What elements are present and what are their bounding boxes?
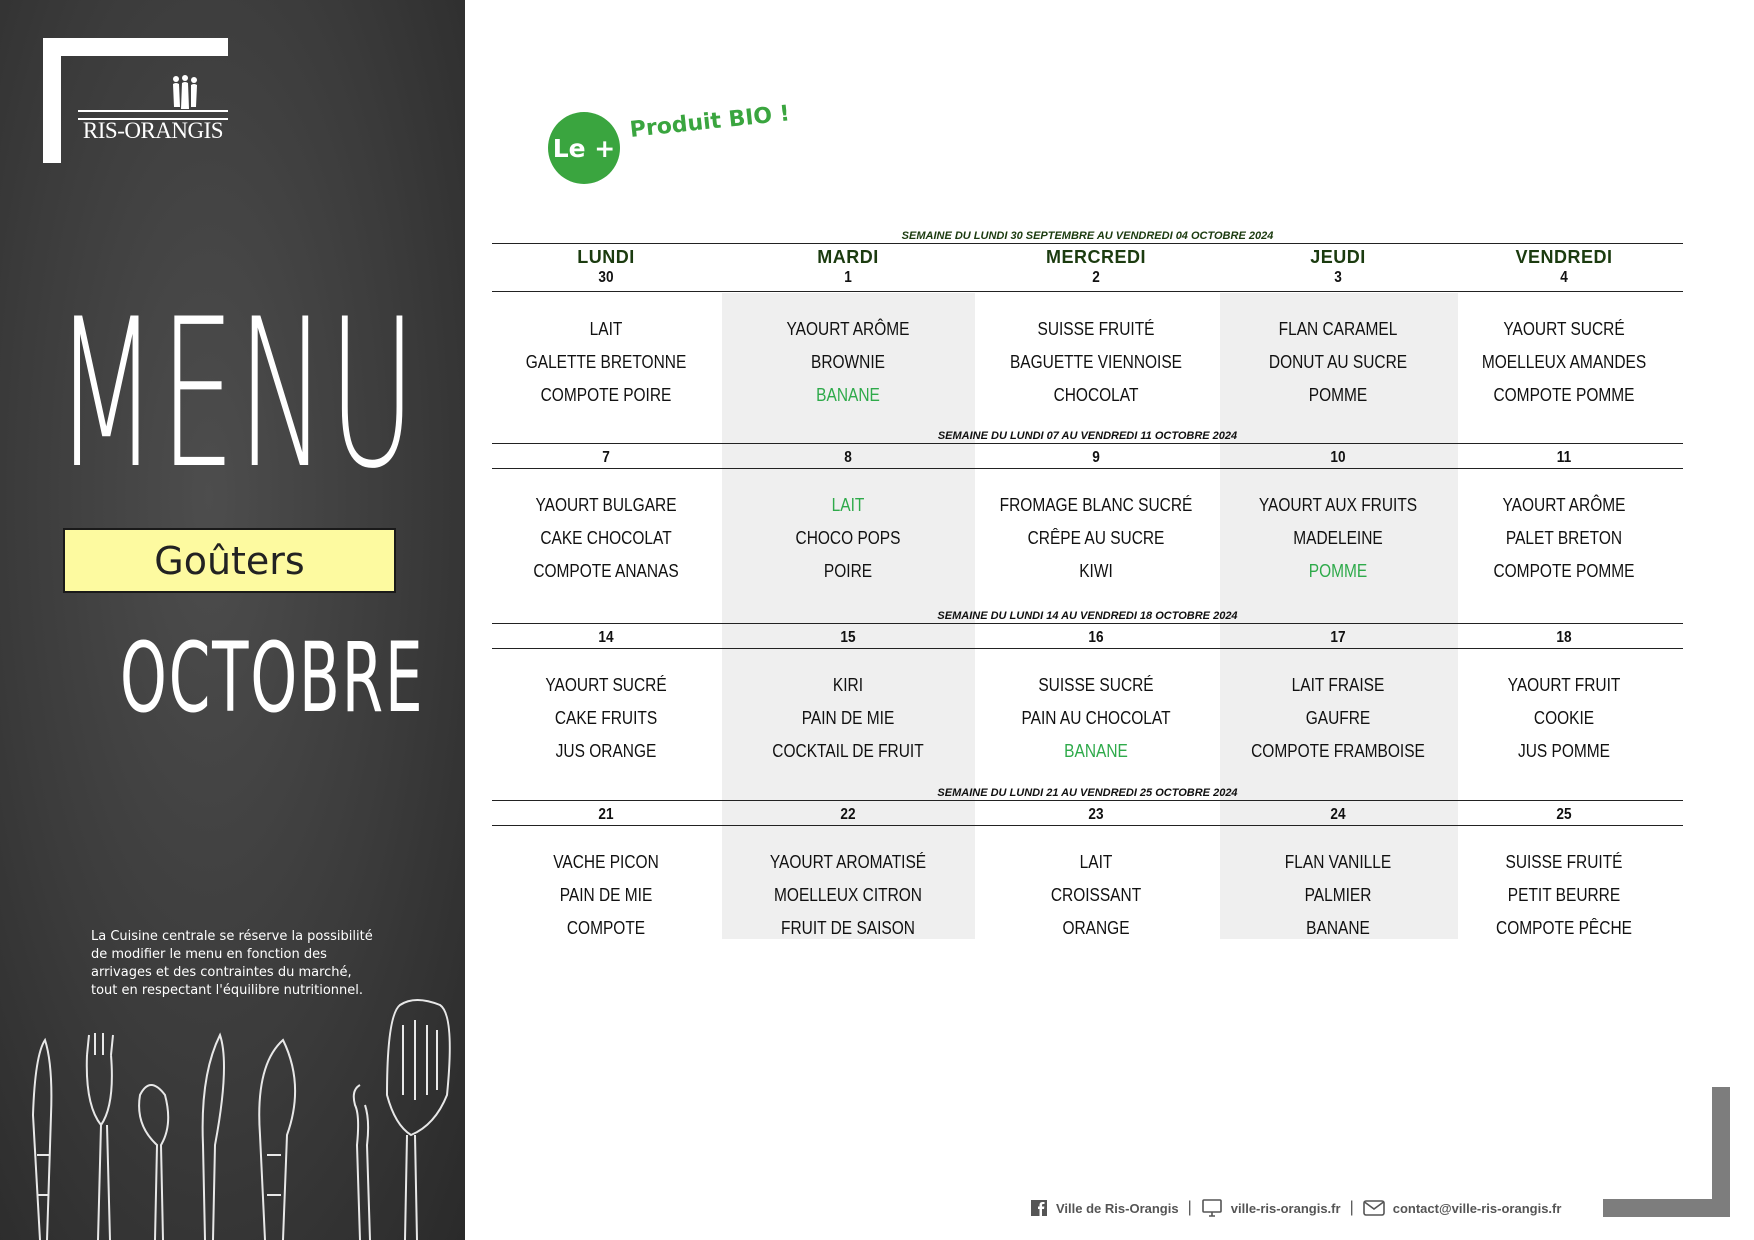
menu-item: POIRE [823, 561, 873, 581]
menu-item: FLAN CARAMEL [1278, 319, 1398, 339]
menu-item: COMPOTE FRAMBOISE [1251, 741, 1425, 761]
menu-item: COMPOTE PÊCHE [1496, 918, 1632, 938]
day-date: 25 [1556, 806, 1572, 823]
week-top-rule [492, 443, 1683, 444]
menu-item: BANANE [1306, 918, 1370, 938]
menu-item-bio: POMME [1308, 561, 1368, 581]
week-top-rule [492, 623, 1683, 624]
menu-title: MENU [55, 276, 418, 514]
week-label: SEMAINE DU LUNDI 07 AU VENDREDI 11 OCTOBRE 2024 [937, 430, 1238, 442]
menu-item: CROISSANT [1050, 885, 1142, 905]
menu-item-bio: LAIT [831, 495, 865, 515]
ris-orangis-logo-icon [165, 73, 205, 113]
footer [1030, 1197, 1561, 1219]
menu-item: CAKE CHOCOLAT [540, 528, 672, 548]
day-date: 16 [1088, 629, 1104, 646]
menu-item: YAOURT SUCRÉ [545, 675, 667, 695]
category-label: Goûters [63, 528, 396, 593]
bio-badge-label: Produit BIO ! [628, 101, 792, 143]
menu-item: PETIT BEURRE [1507, 885, 1621, 905]
menu-item: COMPOTE ANANAS [533, 561, 679, 581]
day-date: 22 [840, 806, 856, 823]
day-date: 1 [844, 269, 852, 286]
menu-item: COMPOTE POMME [1493, 561, 1635, 581]
menu-item: SUISSE FRUITÉ [1037, 319, 1155, 339]
menu-item: JUS POMME [1517, 741, 1611, 761]
menu-item: DONUT AU SUCRE [1268, 352, 1408, 372]
menu-item: BAGUETTE VIENNOISE [1009, 352, 1183, 372]
day-date: 23 [1088, 806, 1104, 823]
day-date: 18 [1556, 629, 1572, 646]
menu-item-bio: BANANE [816, 385, 880, 405]
menu-item-bio: BANANE [1064, 741, 1128, 761]
footer-separator: | [1349, 1199, 1354, 1216]
facebook-icon [1030, 1199, 1048, 1217]
sidebar [0, 0, 465, 1240]
menu-item: YAOURT FRUIT [1507, 675, 1621, 695]
menu-item: PAIN DE MIE [559, 885, 653, 905]
menu-item: LAIT FRAISE [1291, 675, 1385, 695]
menu-item: PALMIER [1304, 885, 1372, 905]
menu-item: LAIT [1079, 852, 1113, 872]
week-label: SEMAINE DU LUNDI 21 AU VENDREDI 25 OCTOBRE 2024 [937, 787, 1238, 799]
menu-item: YAOURT ARÔME [786, 319, 910, 339]
day-date: 15 [840, 629, 856, 646]
day-date: 8 [844, 449, 852, 466]
menu-item: SUISSE SUCRÉ [1038, 675, 1154, 695]
menu-item: LAIT [589, 319, 623, 339]
day-date: 4 [1560, 269, 1568, 286]
menu-item: PAIN AU CHOCOLAT [1021, 708, 1171, 728]
day-name: VENDREDI [1515, 247, 1613, 267]
day-date: 14 [598, 629, 614, 646]
menu-item: FLAN VANILLE [1284, 852, 1392, 872]
day-date: 30 [598, 269, 614, 286]
menu-item: KIWI [1079, 561, 1113, 581]
day-date: 9 [1092, 449, 1100, 466]
menu-item: ORANGE [1062, 918, 1130, 938]
day-date: 3 [1334, 269, 1342, 286]
menu-item: CHOCO POPS [795, 528, 901, 548]
day-name: LUNDI [577, 247, 635, 267]
menu-item: CAKE FRUITS [554, 708, 658, 728]
menu-item: FRUIT DE SAISON [781, 918, 915, 938]
facebook-link[interactable]: Ville de Ris-Orangis [1056, 1200, 1179, 1216]
bio-badge-circle: Le + [548, 112, 620, 184]
menu-item: CRÊPE AU SUCRE [1027, 528, 1165, 548]
menu-item: MOELLEUX CITRON [774, 885, 922, 905]
day-name: JEUDI [1310, 247, 1366, 267]
day-date: 17 [1330, 629, 1346, 646]
day-date: 2 [1092, 269, 1100, 286]
date-bottom-rule [492, 648, 1683, 649]
week-top-rule [492, 800, 1683, 801]
week-label: SEMAINE DU LUNDI 30 SEPTEMBRE AU VENDREDI 04 OCTOBRE 2024 [901, 230, 1274, 242]
menu-item: SUISSE FRUITÉ [1505, 852, 1623, 872]
footer-separator: | [1187, 1199, 1192, 1216]
menu-item: YAOURT AROMATISÉ [769, 852, 927, 872]
menu-item: YAOURT ARÔME [1502, 495, 1626, 515]
date-bottom-rule [492, 291, 1683, 292]
menu-item: YAOURT BULGARE [535, 495, 677, 515]
menu-item: COMPOTE POIRE [540, 385, 672, 405]
menu-item: COCKTAIL DE FRUIT [772, 741, 924, 761]
day-date: 24 [1330, 806, 1346, 823]
menu-item: COOKIE [1533, 708, 1595, 728]
date-bottom-rule [492, 825, 1683, 826]
menu-item: GAUFRE [1305, 708, 1371, 728]
menu-item: PAIN DE MIE [801, 708, 895, 728]
menu-item: COMPOTE [566, 918, 646, 938]
month-title: OCTOBRE [120, 622, 425, 734]
day-date: 10 [1330, 449, 1346, 466]
logo-text: RIS-ORANGIS [82, 118, 224, 143]
day-date: 11 [1556, 449, 1572, 466]
menu-item: CHOCOLAT [1053, 385, 1139, 405]
week-top-rule [492, 243, 1683, 244]
menu-item: YAOURT AUX FRUITS [1258, 495, 1418, 515]
menu-item: KIRI [832, 675, 864, 695]
menu-item: MADELEINE [1293, 528, 1383, 548]
menu-item: FROMAGE BLANC SUCRÉ [999, 495, 1193, 515]
date-bottom-rule [492, 468, 1683, 469]
disclaimer-text: La Cuisine centrale se réserve la possibilité de modifier le menu en fonction des arrivages et des contraintes du marché, tout en respectant l'équilibre nutritionnel. [91, 929, 373, 998]
menu-item: GALETTE BRETONNE [525, 352, 687, 372]
week-label: SEMAINE DU LUNDI 14 AU VENDREDI 18 OCTOBRE 2024 [937, 610, 1238, 622]
day-name: MERCREDI [1045, 247, 1146, 267]
monitor-icon [1201, 1199, 1223, 1217]
menu-item: BROWNIE [811, 352, 885, 372]
menu-item: MOELLEUX AMANDES [1481, 352, 1647, 372]
kitchen-utensils-illustration [15, 995, 460, 1240]
envelope-icon [1363, 1199, 1385, 1217]
menu-item: VACHE PICON [553, 852, 659, 872]
email-link[interactable]: contact@ville-ris-orangis.fr [1392, 1200, 1562, 1216]
day-name: MARDI [817, 247, 879, 267]
day-date: 7 [602, 449, 610, 466]
menu-item: COMPOTE POMME [1493, 385, 1635, 405]
menu-item: POMME [1308, 385, 1368, 405]
menu-item: PALET BRETON [1505, 528, 1623, 548]
day-date: 21 [598, 806, 614, 823]
menu-item: YAOURT SUCRÉ [1503, 319, 1625, 339]
corner-frame [1603, 1087, 1730, 1217]
website-link[interactable]: ville-ris-orangis.fr [1230, 1200, 1341, 1216]
menu-item: JUS ORANGE [555, 741, 657, 761]
